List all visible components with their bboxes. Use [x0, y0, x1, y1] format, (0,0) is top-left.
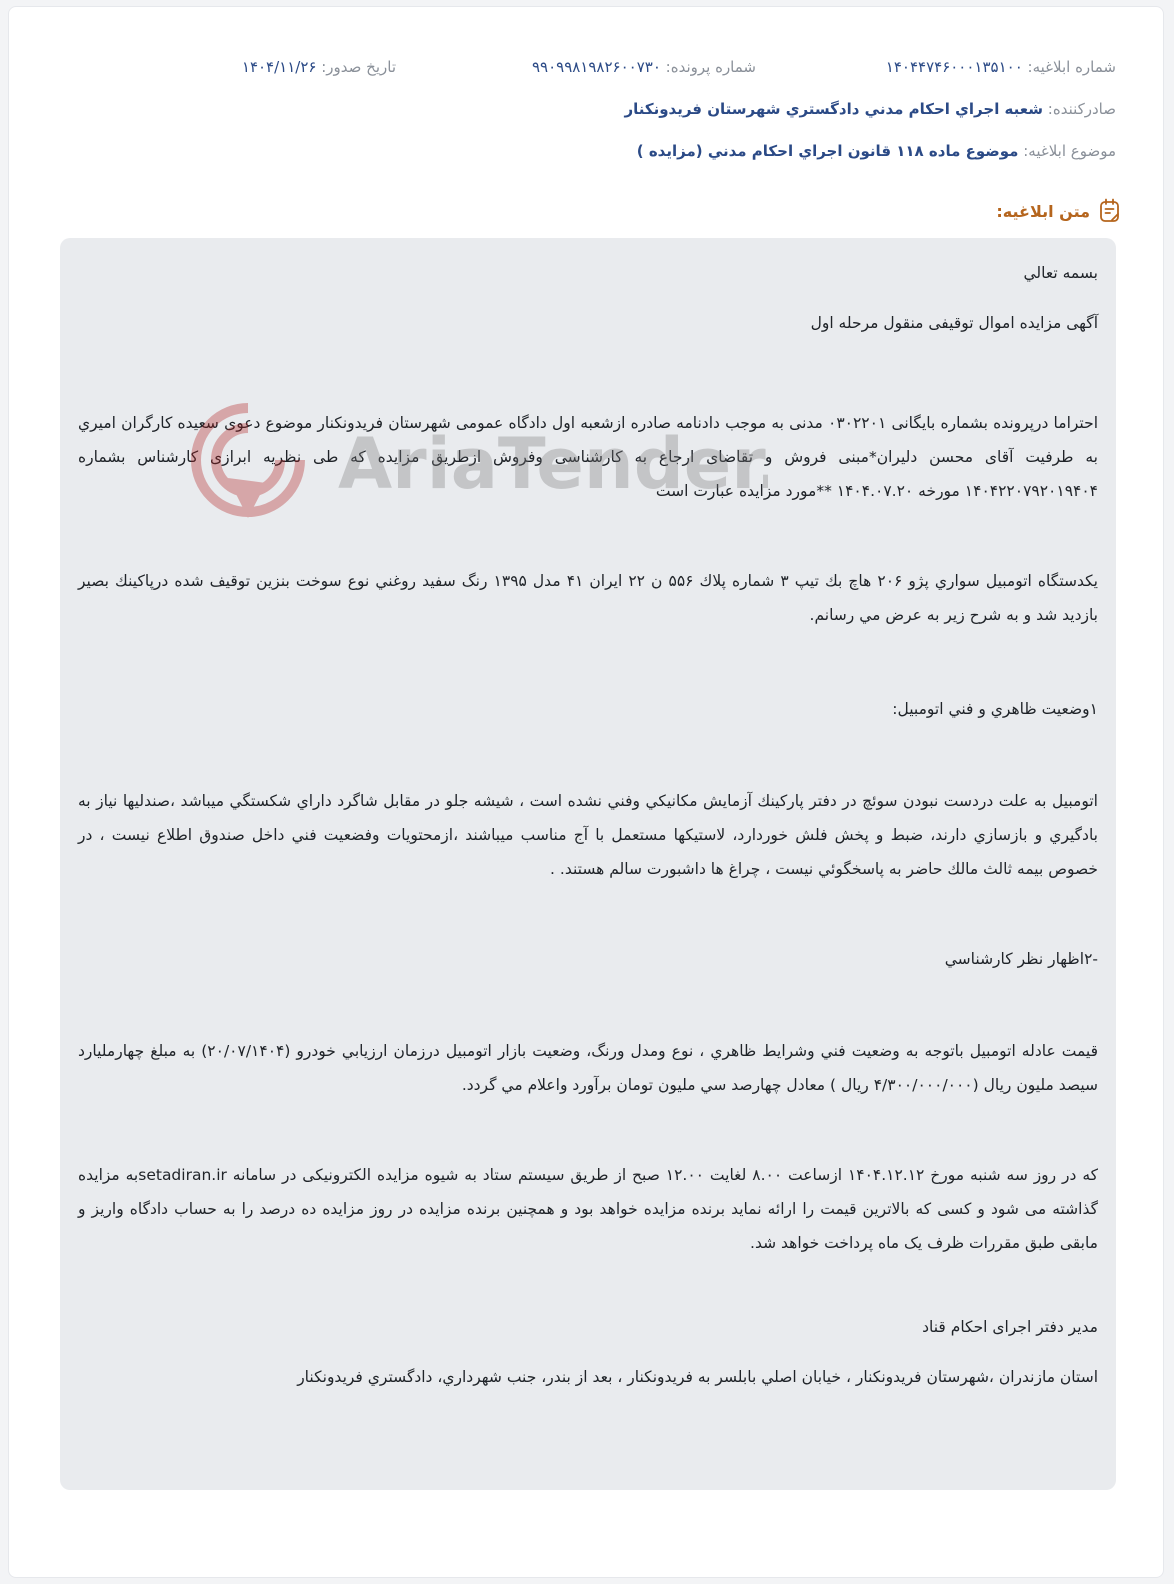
issuer-label: صادرکننده: [1047, 100, 1116, 118]
notice-number-label: شماره ابلاغيه: [1027, 58, 1116, 76]
body-paragraph-condition: اتومبيل به علت دردست نبودن سوئچ در دفتر پاركينك آزمايش مكانيكي وفني نشده است ، شيشه جلو در مقابل شاگرد داراي شكستگي ميباشد ،صندليها نياز به بادگيري و بازسازي دارند، ضبط و پخش فلش خوردارد، لاستيكها مستعمل با آج مناسب ميباشند ،ازمحتويات وفضعيت فني داخل صندوق اطلاع نيست ، در خصوص بيمه ثالث مالك حاضر به پاسخگوئي نيست ، چراغ ها داشبورت سالم هستند. . [78, 792, 1098, 878]
issuer [624, 100, 1116, 118]
case-number-value: ۹۹۰۹۹۸۱۹۸۲۶۰۰۷۳۰ [531, 58, 661, 76]
notice-body [60, 238, 1116, 1490]
case-number-label: شماره پرونده: [665, 58, 756, 76]
body-greeting: بسمه تعالي [1023, 264, 1098, 282]
issue-date-label: تاريخ صدور: [321, 58, 396, 76]
case-number [532, 58, 756, 76]
body-section-opinion: -۲اظهار نظر كارشناسي [944, 950, 1098, 968]
subject-value: موضوع ماده ۱۱۸ قانون اجراي احکام مدني (مزايده ) [636, 142, 1019, 160]
body-paragraph-item: يكدستگاه اتومبيل سواري پژو ۲۰۶ هاچ بك تيپ ۳ شماره پلاك ۵۵۶ ن ۲۲ ايران ۴۱ مدل ۱۳۹۵ رنگ سفيد روغني نوع سوخت بنزين توقيف شده درپاكينك بصير بازديد شد و به شرح زير به عرض مي رسانم. [78, 572, 1098, 624]
notice-number-value: ۱۴۰۴۴۷۴۶۰۰۰۱۳۵۱۰۰ [885, 58, 1023, 76]
body-signature: مدير دفتر اجرای احكام قناد [922, 1318, 1098, 1336]
issuer-value: شعبه اجراي احكام مدني دادگستري شهرستان فريدونكنار [624, 100, 1043, 118]
notice-number [886, 58, 1116, 76]
body-section-condition: ۱وضعيت ظاهري و فني اتومبيل: [892, 700, 1098, 718]
subject [637, 142, 1116, 160]
body-paragraph-auction [78, 1158, 1098, 1260]
auction-text-start: كه در روز سه شنبه مورخ ۱۴۰۴.۱۲.۱۲ ازساعت ۸.۰۰ لغايت ۱۲.۰۰ صبح از طریق سیستم ستاد به شیوه مزایده الکترونیکی در سامانه [232, 1166, 1099, 1184]
body-paragraph-price: قيمت عادله اتومبيل باتوجه به وضعيت فني وشرايط ظاهري ، نوع ومدل ورنگ، وضعيت بازار اتومبيل درزمان ارزيابي خودرو (۲۰/۰۷/۱۴۰۴) به مبلغ چهارمليارد سيصد مليون ريال (۴/۳۰۰/۰۰۰/۰۰۰ ريال ) معادل چهارصد سي مليون تومان برآورد واعلام مي گردد. [78, 1042, 1098, 1094]
issue-date [242, 58, 396, 76]
body-paragraph-case: احتراما درپرونده بشماره بايگانى ۰۳۰۲۲۰۱ مدنى به موجب دادنامه صادره ازشعبه اول دادگاه عمومى شهرستان فريدونكنار موضوع دعوى سعيده كارگران اميري به طرفيت آقاى محسن دليران*مبنى فروش و تقاضاى ارجاع به كارشناسى وفروش ازطريق مزايده كه طى نظريه ابرازى كارشناس بشماره ۱۴۰۴۲۲۰۷۹۲۰۱۹۴۰۴ مورخه ۱۴۰۴.۰۷.۲۰ **مورد مزايده عبارت است [78, 414, 1099, 500]
setadiran-link: setadiran.ir [138, 1166, 227, 1184]
notice-text-title: متن ابلاغیه: [996, 201, 1090, 221]
body-address: استان مازندران ،شهرستان فريدونكنار ، خيابان اصلي بابلسر به فريدونكنار ، بعد از بندر، جنب شهرداري، دادگستري فريدونكنار [297, 1368, 1098, 1386]
watermark-text: AriaTender [338, 423, 756, 505]
body-heading: آگهی مزایده اموال توقیفی منقول مرحله اول [810, 314, 1098, 332]
issue-date-value: ۱۴۰۴/۱۱/۲۶ [241, 58, 317, 76]
auction-text-end: به مزایده گذاشته می شود و کسی که بالاترین قیمت را ارائه نماید برنده مزایده خواهد بود و همچنین برنده مزایده در روز مزایده ده درصد را به حساب دادگاه واریز و مابقی طبق مقررات ظرف یک ماه پرداخت خواهد شد. [78, 1166, 1098, 1252]
subject-label: موضوع ابلاغيه: [1023, 142, 1116, 160]
notice-text-heading [996, 198, 1122, 224]
document-note-icon [1098, 198, 1122, 224]
